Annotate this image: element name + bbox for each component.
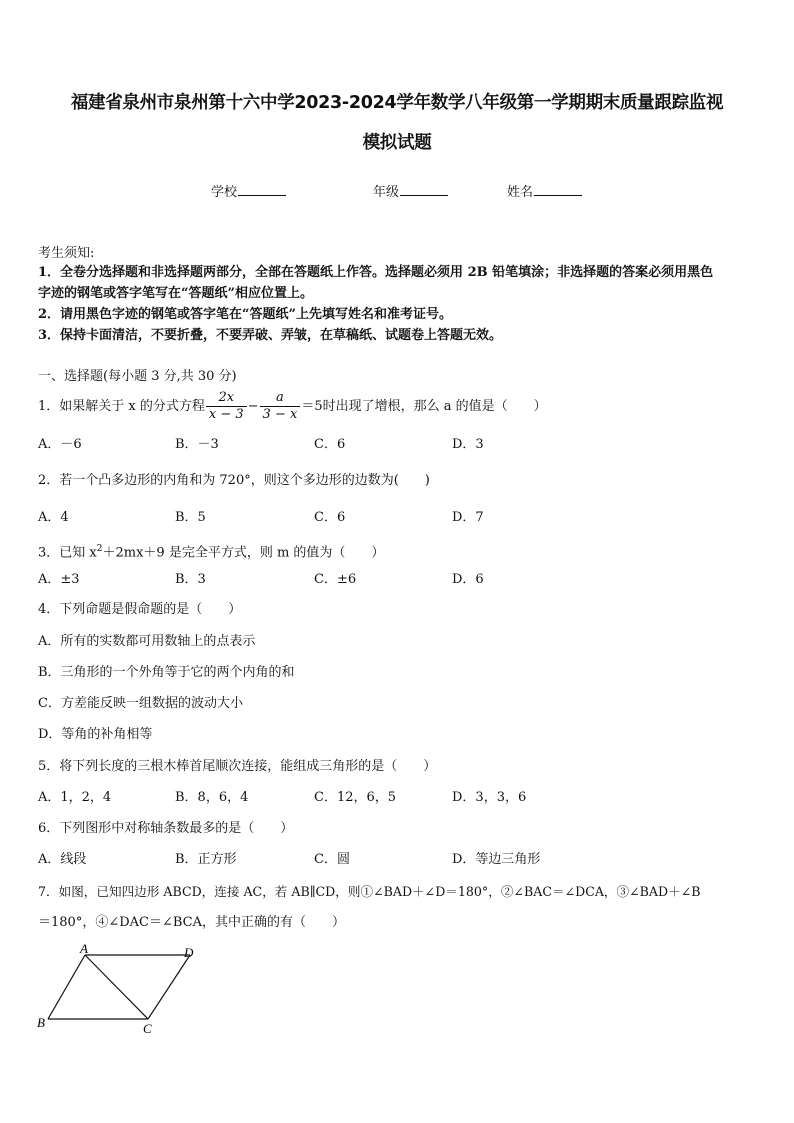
q6-option-d[interactable]: D．等边三角形 [452,852,541,867]
notice-item-1a: 1．全卷分选择题和非选择题两部分，全部在答题纸上作答。选择题必须用 2B 铅笔填涂；非选择题的答案必须用黑色 [38,265,714,280]
q5-option-d[interactable]: D．3，3，6 [452,790,527,805]
exam-title-line1: 福建省泉州市泉州第十六中学2023-2024学年数学八年级第一学期期末质量跟踪监视 [70,93,724,113]
q3-stem-a: 3．已知 x [38,545,97,561]
q2-option-c[interactable]: C．6 [314,510,346,525]
q1-fraction-1 [206,390,247,423]
q6-option-b[interactable]: B．正方形 [175,852,237,867]
label-b: B [37,1015,45,1030]
q1-option-d[interactable]: D．3 [452,437,484,452]
q4-option-d[interactable]: D．等角的补角相等 [38,727,153,742]
q1-option-c[interactable]: C．6 [314,437,346,452]
q1-frac1-denominator: x − 3 [208,407,244,422]
notice-item-1b: 字迹的钢笔或答字笔写在“答题纸”相应位置上。 [38,286,313,301]
q3-option-c[interactable]: C．±6 [314,572,357,587]
notice-item-2: 2．请用黑色字迹的钢笔或答字笔在“答题纸”上先填写姓名和准考证号。 [38,307,453,322]
q1-option-b[interactable]: B．－3 [175,437,219,452]
q2-option-a[interactable]: A．4 [38,510,69,525]
question-6-stem: 6．下列图形中对称轴条数最多的是（ ） [38,821,294,836]
q6-option-c[interactable]: C．圆 [314,852,350,867]
notice-heading: 考生须知: [38,246,95,261]
question-1-stem [38,389,547,425]
question-5-stem: 5．将下列长度的三根木棒首尾顺次连接，能组成三角形的是（ ） [38,759,437,774]
school-label: 学校 [211,185,238,200]
grade-label: 年级 [373,185,400,200]
q2-option-d[interactable]: D．7 [452,510,484,525]
q1-frac1-numerator: 2x [206,390,247,407]
question-7-stem-a: 7．如图，已知四边形 ABCD，连接 AC，若 AB∥CD，则①∠BAD＋∠D＝180°，②∠BAC＝∠DCA，③∠BAD＋∠B [38,884,701,899]
q3-option-d[interactable]: D．6 [452,572,484,587]
q3-option-b[interactable]: B．3 [175,572,206,587]
q5-option-a[interactable]: A．1，2，4 [38,790,112,805]
segment-dc [148,955,190,1019]
question-4-stem: 4．下列命题是假命题的是（ ） [38,602,242,617]
grade-field [373,181,448,200]
q5-option-c[interactable]: C．12，6，5 [314,790,397,805]
q3-stem-b: ＋2mx＋9 是完全平方式，则 m 的值为（ ） [102,545,385,561]
q1-option-a[interactable]: A．－6 [38,437,82,452]
question-7-stem-b: ＝180°，④∠DAC＝∠BCA，其中正确的有（ ） [38,915,345,930]
q3-exponent: 2 [96,544,103,554]
name-blank [534,183,582,196]
q4-option-b[interactable]: B．三角形的一个外角等于它的两个内角的和 [38,665,295,680]
q1-suffix: ＝5时出现了增根，那么 a 的值是（ ） [301,399,547,414]
q6-option-a[interactable]: A．线段 [38,852,87,867]
section-heading: 一、选择题(每小题 3 分,共 30 分) [38,369,237,384]
label-a: A [80,941,88,956]
school-field [211,181,286,200]
q2-option-b[interactable]: B．5 [175,510,206,525]
school-blank [238,183,286,196]
segment-ac [85,955,148,1019]
label-d: D [184,945,194,960]
q1-frac2-numerator: a [260,390,301,407]
q1-frac2-denominator: 3 − x [262,407,298,422]
exam-title-line2: 模拟试题 [362,133,432,153]
q5-option-b[interactable]: B．8，6，4 [175,790,249,805]
q1-minus: − [247,399,259,414]
notice-item-3: 3．保持卡面清洁，不要折叠，不要弄破、弄皱，在草稿纸、试题卷上答题无效。 [38,328,503,343]
question-2-stem: 2．若一个凸多边形的内角和为 720°，则这个多边形的边数为( ) [38,473,430,488]
name-label: 姓名 [507,185,534,200]
q1-fraction-2 [260,390,301,423]
label-c: C [143,1021,152,1036]
name-field [507,181,582,200]
q4-option-a[interactable]: A．所有的实数都可用数轴上的点表示 [38,634,256,649]
segment-ab [48,955,85,1019]
q1-prefix: 1．如果解关于 x 的分式方程 [38,399,205,414]
grade-blank [400,183,448,196]
q4-option-c[interactable]: C．方差能反映一组数据的波动大小 [38,696,243,711]
question-3-stem [38,541,384,561]
q3-option-a[interactable]: A．±3 [38,572,80,587]
quadrilateral-figure [30,940,210,1040]
